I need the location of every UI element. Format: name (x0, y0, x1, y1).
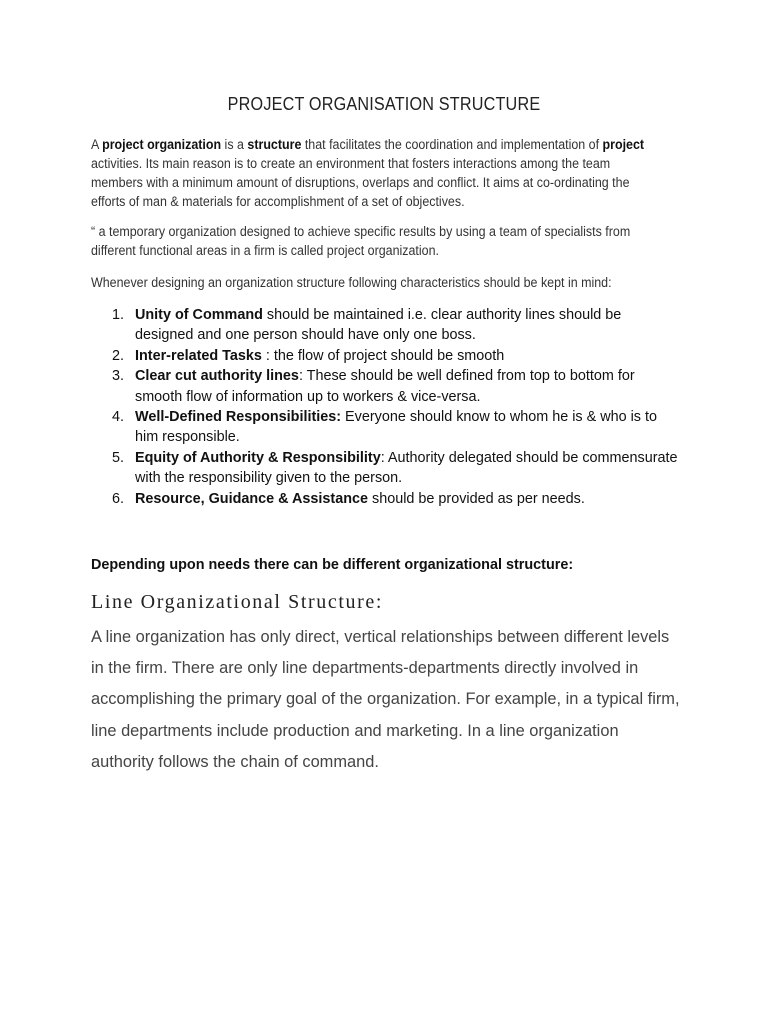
list-item-text: : These should be well defined from top to bottom for smooth flow of information up to workers & vice-versa. (135, 368, 635, 405)
list-item-text: : the flow of project should be smooth (261, 347, 505, 364)
list-item (100, 489, 680, 509)
intro-bold-3: project (602, 137, 645, 152)
list-item-term: Well-Defined Responsibilities: (135, 409, 342, 426)
section-heading: Line Organizational Structure: (91, 591, 383, 613)
list-item (100, 305, 680, 346)
list-item (100, 448, 680, 489)
list-item-term: Clear cut authority lines (135, 368, 299, 385)
intro-bold-2: structure (247, 137, 302, 152)
intro-text-2: is a (221, 137, 248, 152)
list-item-text: : Authority delegated should be commensurate with the responsibility given to the person. (135, 449, 678, 487)
list-item (100, 346, 680, 366)
intro-text-4: activities. Its main reason is to create an environment that fosters interactions among the team members with a minimum amount of disruptions, overlaps and conflict. It aims at co-ordinating the efforts of man & materials for accomplishment of a set of objectives. (91, 156, 630, 209)
line-organization-paragraph: A line organization has only direct, vertical relationships between different levels in the firm. There are only line departments-departments directly involved in accomplishing the primary goal of the organization. For example, in a typical firm, line departments include production and marketing. In a line organization authority follows the chain of command. (91, 628, 680, 771)
list-item-term: Equity of Authority & Responsibility (135, 449, 381, 466)
intro-paragraph (91, 135, 649, 211)
characteristics-list (100, 305, 680, 509)
definition-quote: “ a temporary organization designed to achieve specific results by using a team of specialists from different functional areas in a firm is called project organization. (91, 224, 631, 258)
list-item (100, 407, 680, 448)
list-number: 4. (112, 409, 125, 426)
intro-text-1: A (91, 137, 103, 152)
list-number: 6. (112, 490, 125, 507)
list-number: 5. (112, 449, 125, 466)
list-item (100, 366, 680, 407)
list-item-term: Unity of Command (135, 307, 263, 323)
list-number: 1. (112, 307, 125, 323)
list-item-text: should be provided as per needs. (368, 490, 585, 507)
page-title: PROJECT ORGANISATION STRUCTURE (227, 94, 541, 114)
list-item-text: should be maintained i.e. clear authority lines should be designed and one person should have only one boss. (135, 307, 622, 344)
intro-text-3: that facilitates the coordination and implementation of (301, 137, 603, 152)
list-item-text: Everyone should know to whom he is & who is to him responsible. (135, 409, 657, 446)
structures-intro: Depending upon needs there can be different organizational structure: (91, 557, 574, 573)
list-number: 3. (112, 368, 125, 385)
list-item-term: Inter-related Tasks (135, 347, 262, 364)
characteristics-intro: Whenever designing an organization structure following characteristics should be kept in mind: (91, 275, 612, 290)
list-item-term: Resource, Guidance & Assistance (135, 490, 369, 507)
list-number: 2. (112, 347, 125, 364)
intro-bold-1: project organization (102, 137, 222, 152)
